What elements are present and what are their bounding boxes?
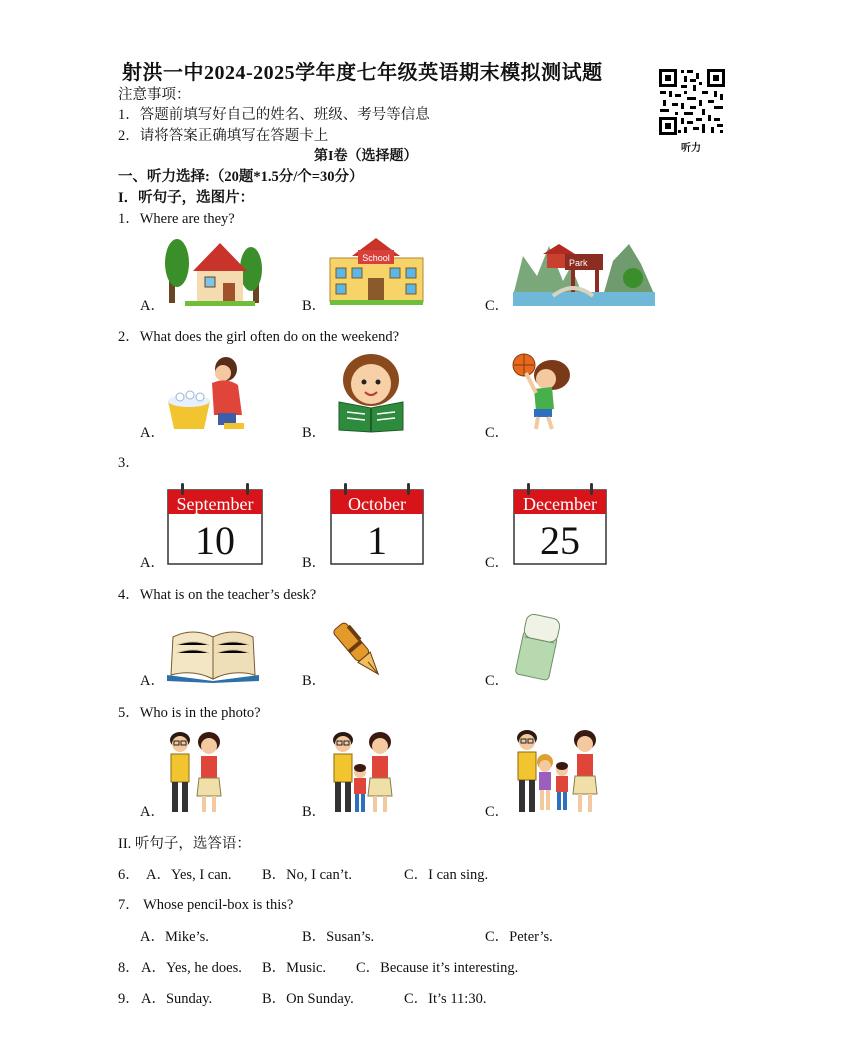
notice-item-1: 1．答题前填写好自己的姓名、班级、考号等信息: [118, 107, 430, 123]
calendar-c-month: December: [523, 494, 597, 514]
q6-option-b[interactable]: B．No, I can’t.: [262, 867, 352, 883]
question-1: 1．Where are they?: [118, 211, 235, 227]
q7-option-a[interactable]: A．Mike’s.: [140, 929, 209, 945]
q9-number: 9．: [118, 991, 140, 1007]
q5-option-c-label: C．: [485, 804, 510, 820]
question-4: 4．What is on the teacher’s desk?: [118, 587, 317, 603]
q9-option-c[interactable]: C．It’s 11:30.: [404, 991, 487, 1007]
section-1-heading: 一、听力选择:（20题*1.5分/个=30分）: [118, 169, 364, 185]
question-7: 7． Whose pencil-box is this?: [118, 897, 294, 913]
park-image: [513, 236, 655, 306]
q8-number: 8．: [118, 960, 140, 976]
qr-code[interactable]: [658, 68, 726, 136]
open-book-image: [165, 625, 261, 683]
question-2: 2．What does the girl often do on the weekend?: [118, 329, 400, 345]
q3-option-a-label: A．: [140, 555, 165, 571]
girl-reading-book-image: [333, 352, 409, 432]
qr-code-graphic: [658, 68, 726, 136]
calendar-september-10: [167, 482, 263, 566]
calendar-b-month: October: [348, 494, 406, 514]
q7-option-c[interactable]: C．Peter’s.: [485, 929, 553, 945]
q1-option-c-label: C．: [485, 298, 510, 314]
q4-option-a-label: A．: [140, 673, 165, 689]
park-sign: Park: [569, 258, 588, 268]
q5-option-a-label: A．: [140, 804, 165, 820]
part-1-heading: I．听句子，选图片：: [118, 190, 255, 206]
notice-item-2: 2．请将答案正确填写在答题卡上: [118, 128, 329, 144]
photo-family-of-four-image: [512, 728, 602, 814]
q2-option-b-label: B．: [302, 425, 327, 441]
q9-option-b[interactable]: B．On Sunday.: [262, 991, 354, 1007]
volume-heading: 第I卷（选择题）: [314, 149, 418, 164]
calendar-a-day: 10: [195, 518, 235, 563]
calendar-b-day: 1: [367, 518, 387, 563]
eraser-image: [513, 612, 565, 682]
q6-option-c[interactable]: C．I can sing.: [404, 867, 489, 883]
calendar-c-day: 25: [540, 518, 580, 563]
q2-option-c-label: C．: [485, 425, 510, 441]
q6-number: 6．: [118, 867, 140, 883]
part-2-heading: II. 听句子，选答语：: [118, 836, 251, 852]
q3-option-c-label: C．: [485, 555, 510, 571]
q6-option-a[interactable]: A．Yes, I can.: [146, 867, 232, 883]
q8-option-c[interactable]: C．Because it’s interesting.: [356, 960, 519, 976]
photo-parents-image: [165, 730, 227, 814]
school-image: [330, 236, 423, 306]
q7-option-b[interactable]: B．Susan’s.: [302, 929, 375, 945]
photo-parents-and-child-image: [328, 730, 396, 814]
q9-option-a[interactable]: A．Sunday.: [141, 991, 213, 1007]
q1-option-a-label: A．: [140, 298, 165, 314]
q5-option-b-label: B．: [302, 804, 327, 820]
exam-title: 射洪一中2024-2025学年度七年级英语期末模拟测试题: [122, 62, 603, 84]
q8-option-a[interactable]: A．Yes, he does.: [141, 960, 242, 976]
notice-heading: 注意事项：: [118, 87, 191, 103]
calendar-a-month: September: [176, 494, 254, 514]
calendar-october-1: [330, 482, 424, 566]
fountain-pen-image: [330, 622, 392, 682]
calendar-december-25: [513, 482, 607, 566]
girl-washing-clothes-image: [168, 353, 246, 433]
q3-option-b-label: B．: [302, 555, 327, 571]
q2-option-a-label: A．: [140, 425, 165, 441]
q4-option-c-label: C．: [485, 673, 510, 689]
house-image: [165, 233, 265, 308]
q8-option-b[interactable]: B．Music.: [262, 960, 327, 976]
q4-option-b-label: B．: [302, 673, 327, 689]
q1-option-b-label: B．: [302, 298, 327, 314]
question-5: 5．Who is in the photo?: [118, 705, 261, 721]
question-3: 3．: [118, 455, 140, 471]
qr-caption: 听力: [681, 143, 701, 154]
school-sign: School: [362, 253, 390, 263]
girl-playing-basketball-image: [512, 353, 578, 433]
